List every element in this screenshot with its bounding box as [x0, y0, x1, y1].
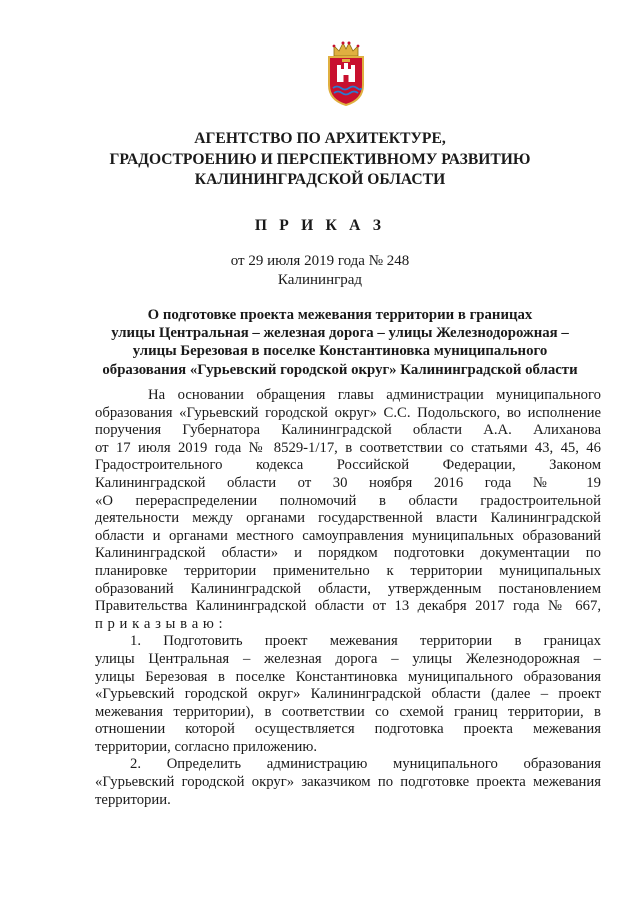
- body-line: деятельности между органами государственной власти Калининградской: [95, 510, 601, 527]
- subject-line: О подготовке проекта межевания территории в границах: [147, 307, 533, 323]
- body-line: территории, согласно приложению.: [95, 738, 318, 755]
- body-line: На основании обращения главы администрации муниципального: [148, 387, 601, 403]
- kaliningrad-coat-of-arms-icon: [324, 40, 368, 106]
- decree-word: п р и к а з ы в а ю :: [95, 615, 224, 632]
- item-2-line: 2. Определить администрацию муниципального образования: [130, 756, 601, 773]
- body-line: Калининградской области от 30 ноября 2016 года № 19: [95, 474, 601, 491]
- body-line: образования «Гурьевский городской округ» С.С. Подольского, во исполнение: [95, 404, 601, 421]
- agency-line: ГРАДОСТРОЕНИЮ И ПЕРСПЕКТИВНОМУ РАЗВИТИЮ: [109, 150, 531, 168]
- body-line: «Гурьевский городской округ» Калининградской области (далее – проект: [95, 686, 601, 703]
- agency-line: АГЕНТСТВО ПО АРХИТЕКТУРЕ,: [194, 130, 446, 147]
- body-line: от 17 июля 2019 года № 8529-1/17, в соответствии со статьями 43, 45, 46: [95, 439, 601, 456]
- body-line: поручения Губернатора Калининградской области А.А. Алиханова: [95, 422, 601, 439]
- subject-line: улицы Центральная – железная дорога – улицы Железнодорожная –: [111, 325, 569, 342]
- agency-name: [60, 129, 580, 191]
- body-line: планировке территории применительно к территории муниципальных: [95, 562, 601, 579]
- body-line: Правительства Калининградской области от 13 декабря 2017 года № 667,: [95, 598, 601, 615]
- subject-line: улицы Березовая в поселке Константиновка муниципального: [132, 343, 548, 360]
- body-line: улицы Центральная – железная дорога – улицы Железнодорожная –: [95, 650, 601, 667]
- body-line: Калининградской области» и порядком подготовки документации по: [95, 545, 601, 562]
- body-line: «Гурьевский городской округ» заказчиком по подготовке проекта межевания: [95, 774, 601, 791]
- body-line: Градостроительного кодекса Российской Федерации, Законом: [95, 457, 601, 474]
- agency-line: КАЛИНИНГРАДСКОЙ ОБЛАСТИ: [194, 171, 446, 188]
- body-line: улицы Березовая в поселке Константиновка муниципального образования: [95, 668, 601, 685]
- subject-line: образования «Гурьевский городской округ» Калининградской области: [102, 361, 578, 378]
- item-1-line: 1. Подготовить проект межевания территории в границах: [130, 633, 601, 650]
- order-city: Калининград: [277, 272, 363, 288]
- order-date-number: от 29 июля 2019 года № 248: [230, 253, 410, 269]
- body-line: «О перераспределении полномочий в области градостроительной: [95, 492, 601, 509]
- body-line: отношении которой осуществляется подготовка проекта межевания: [95, 721, 601, 738]
- body-line: образований Калининградской области, утвержденным постановлением: [95, 580, 601, 597]
- body-line: области и органами местного самоуправления муниципальных образований: [95, 527, 601, 544]
- order-title: П Р И К А З: [254, 217, 386, 234]
- order-subject: [80, 306, 600, 379]
- body-line: территории.: [95, 791, 171, 808]
- body-line: межевания территории), в соответствии со схемой границ территории, в: [95, 703, 601, 720]
- order-body: [95, 387, 601, 809]
